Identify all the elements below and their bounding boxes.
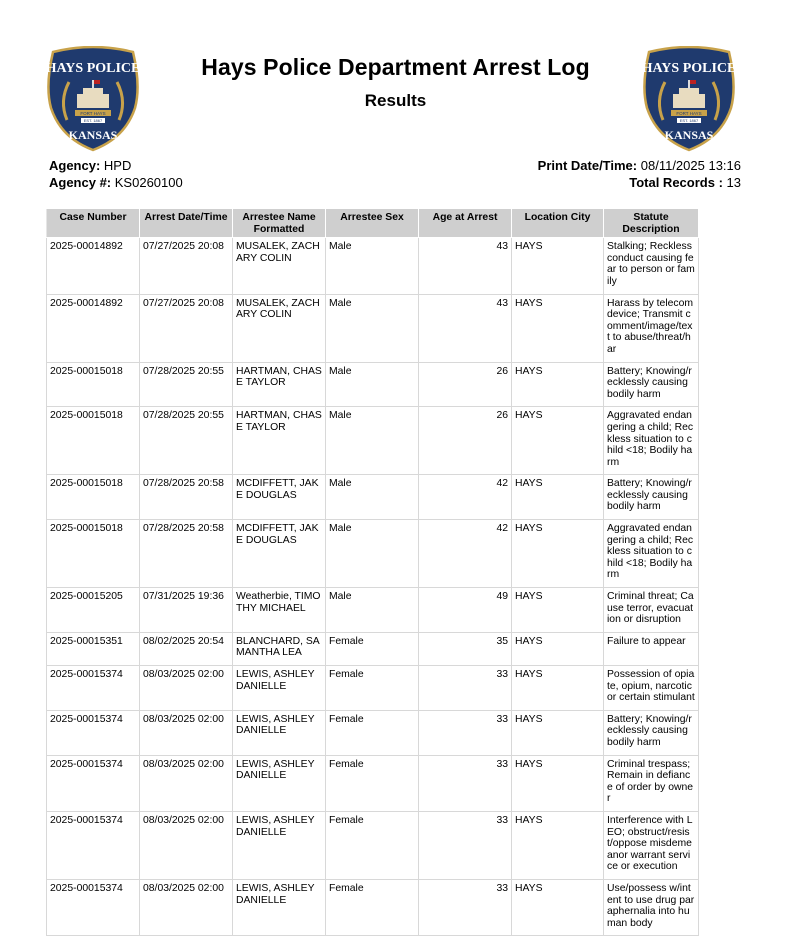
arrest-datetime-cell: 07/27/2025 20:08 — [140, 294, 233, 362]
print-datetime-value: 08/11/2025 13:16 — [640, 158, 741, 173]
case-number-cell: 2025-00015018 — [47, 362, 140, 407]
svg-text:FORT HAYS: FORT HAYS — [80, 111, 106, 116]
table-row — [47, 879, 699, 935]
arrest-log-table — [46, 208, 699, 936]
age-at-arrest-cell: 33 — [419, 879, 512, 935]
arrest-datetime-cell: 07/28/2025 20:55 — [140, 407, 233, 475]
arrestee-sex-cell: Female — [326, 755, 419, 811]
arrest-datetime-cell: 08/03/2025 02:00 — [140, 811, 233, 879]
arrestee-name-cell: LEWIS, ASHLEY DANIELLE — [233, 710, 326, 755]
table-row — [47, 666, 699, 711]
arrest-datetime-cell: 07/28/2025 20:58 — [140, 520, 233, 588]
arrestee-name-cell: LEWIS, ASHLEY DANIELLE — [233, 879, 326, 935]
agency-number-value: KS0260100 — [114, 175, 183, 190]
agency-value: HPD — [103, 158, 132, 173]
case-number-cell: 2025-00015374 — [47, 879, 140, 935]
case-number-cell: 2025-00015018 — [47, 407, 140, 475]
arrestee-name-cell: LEWIS, ASHLEY DANIELLE — [233, 666, 326, 711]
arrestee-sex-cell: Male — [326, 588, 419, 633]
location-city-cell: HAYS — [512, 294, 604, 362]
location-city-cell: HAYS — [512, 475, 604, 520]
age-at-arrest-cell: 33 — [419, 755, 512, 811]
arrestee-name-cell: MCDIFFETT, JAKE DOUGLAS — [233, 475, 326, 520]
location-city-cell: HAYS — [512, 362, 604, 407]
page-title: Hays Police Department Arrest Log — [201, 54, 590, 80]
arrestee-name-cell: LEWIS, ASHLEY DANIELLE — [233, 811, 326, 879]
arrestee-sex-cell: Female — [326, 811, 419, 879]
arrest-datetime-cell: 08/03/2025 02:00 — [140, 710, 233, 755]
print-datetime-label: Print Date/Time: — [537, 158, 638, 173]
statute-description-cell: Possession of opiate, opium, narcotic or certain stimulant — [604, 666, 699, 711]
case-number-cell: 2025-00015374 — [47, 710, 140, 755]
table-row — [47, 632, 699, 665]
total-records-label: Total Records : — [629, 175, 723, 190]
arrestee-name-cell: HARTMAN, CHASE TAYLOR — [233, 362, 326, 407]
location-city-cell: HAYS — [512, 407, 604, 475]
statute-description-cell: Use/possess w/intent to use drug paraphernalia into human body — [604, 879, 699, 935]
arrestee-name-cell: MUSALEK, ZACHARY COLIN — [233, 238, 326, 294]
age-at-arrest-cell: 26 — [419, 362, 512, 407]
statute-description-cell: Aggravated endangering a child; Reckless situation to child <18; Bodily harm — [604, 520, 699, 588]
arrestee-sex-cell: Male — [326, 475, 419, 520]
location-city-cell: HAYS — [512, 520, 604, 588]
age-at-arrest-cell: 43 — [419, 294, 512, 362]
table-row — [47, 811, 699, 879]
case-number-cell: 2025-00015018 — [47, 475, 140, 520]
statute-description-cell: Interference with LEO; obstruct/resist/oppose misdemeanor warrant service or execution — [604, 811, 699, 879]
table-row — [47, 755, 699, 811]
case-number-cell: 2025-00015374 — [47, 755, 140, 811]
statute-description-cell: Battery; Knowing/recklessly causing bodily harm — [604, 710, 699, 755]
agency-number-label: Agency #: — [49, 175, 112, 190]
svg-text:EST. 1867: EST. 1867 — [83, 118, 103, 123]
agency-info — [49, 157, 183, 191]
case-number-cell: 2025-00015374 — [47, 666, 140, 711]
case-number-cell: 2025-00015018 — [47, 520, 140, 588]
arrestee-sex-cell: Male — [326, 362, 419, 407]
svg-text:KANSAS: KANSAS — [664, 128, 714, 142]
case-number-cell: 2025-00014892 — [47, 238, 140, 294]
arrest-datetime-cell: 07/31/2025 19:36 — [140, 588, 233, 633]
table-row — [47, 294, 699, 362]
column-header-location-city: Location City — [512, 209, 604, 238]
location-city-cell: HAYS — [512, 710, 604, 755]
location-city-cell: HAYS — [512, 666, 604, 711]
arrest-datetime-cell: 08/03/2025 02:00 — [140, 666, 233, 711]
arrest-datetime-cell: 07/28/2025 20:58 — [140, 475, 233, 520]
arrest-datetime-cell: 08/03/2025 02:00 — [140, 755, 233, 811]
table-row — [47, 588, 699, 633]
location-city-cell: HAYS — [512, 238, 604, 294]
statute-description-cell: Stalking; Reckless conduct causing fear to person or family — [604, 238, 699, 294]
column-header-age-at-arrest: Age at Arrest — [419, 209, 512, 238]
arrestee-name-cell: MCDIFFETT, JAKE DOUGLAS — [233, 520, 326, 588]
case-number-cell: 2025-00015374 — [47, 811, 140, 879]
statute-description-cell: Battery; Knowing/recklessly causing bodily harm — [604, 362, 699, 407]
statute-description-cell: Aggravated endangering a child; Reckless situation to child <18; Bodily harm — [604, 407, 699, 475]
arrestee-sex-cell: Male — [326, 294, 419, 362]
table-row — [47, 520, 699, 588]
arrestee-name-cell: Weatherbie, TIMOTHY MICHAEL — [233, 588, 326, 633]
agency-label: Agency: — [49, 158, 101, 173]
arrestee-name-cell: HARTMAN, CHASE TAYLOR — [233, 407, 326, 475]
table-row — [47, 238, 699, 294]
arrest-datetime-cell: 07/28/2025 20:55 — [140, 362, 233, 407]
age-at-arrest-cell: 49 — [419, 588, 512, 633]
age-at-arrest-cell: 26 — [419, 407, 512, 475]
total-records-value: 13 — [726, 175, 741, 190]
case-number-cell: 2025-00015351 — [47, 632, 140, 665]
table-header-row — [47, 209, 699, 238]
column-header-arrestee-name: Arrestee Name Formatted — [233, 209, 326, 238]
svg-text:HAYS POLICE: HAYS POLICE — [641, 61, 737, 76]
age-at-arrest-cell: 42 — [419, 520, 512, 588]
arrestee-name-cell: BLANCHARD, SAMANTHA LEA — [233, 632, 326, 665]
age-at-arrest-cell: 33 — [419, 666, 512, 711]
svg-text:FORT HAYS: FORT HAYS — [676, 111, 702, 116]
case-number-cell: 2025-00015205 — [47, 588, 140, 633]
arrestee-sex-cell: Female — [326, 666, 419, 711]
column-header-case-number: Case Number — [47, 209, 140, 238]
statute-description-cell: Criminal trespass; Remain in defiance of order by owner — [604, 755, 699, 811]
location-city-cell: HAYS — [512, 632, 604, 665]
arrestee-name-cell: MUSALEK, ZACHARY COLIN — [233, 294, 326, 362]
table-row — [47, 407, 699, 475]
page-subtitle: Results — [364, 91, 427, 110]
table-row — [47, 710, 699, 755]
badge-top-text: HAYS POLICE — [45, 61, 141, 76]
table-row — [47, 475, 699, 520]
statute-description-cell: Harass by telecom device; Transmit comment/image/text to abuse/threat/har — [604, 294, 699, 362]
age-at-arrest-cell: 42 — [419, 475, 512, 520]
arrestee-sex-cell: Male — [326, 238, 419, 294]
age-at-arrest-cell: 43 — [419, 238, 512, 294]
statute-description-cell: Failure to appear — [604, 632, 699, 665]
arrestee-sex-cell: Male — [326, 407, 419, 475]
case-number-cell: 2025-00014892 — [47, 294, 140, 362]
location-city-cell: HAYS — [512, 879, 604, 935]
age-at-arrest-cell: 33 — [419, 710, 512, 755]
column-header-statute-description: Statute Description — [604, 209, 699, 238]
location-city-cell: HAYS — [512, 755, 604, 811]
arrest-datetime-cell: 08/02/2025 20:54 — [140, 632, 233, 665]
age-at-arrest-cell: 35 — [419, 632, 512, 665]
arrestee-name-cell: LEWIS, ASHLEY DANIELLE — [233, 755, 326, 811]
column-header-arrestee-sex: Arrestee Sex — [326, 209, 419, 238]
arrestee-sex-cell: Male — [326, 520, 419, 588]
arrest-datetime-cell: 08/03/2025 02:00 — [140, 879, 233, 935]
statute-description-cell: Criminal threat; Cause terror, evacuation or disruption — [604, 588, 699, 633]
arrest-datetime-cell: 07/27/2025 20:08 — [140, 238, 233, 294]
svg-text:EST. 1867: EST. 1867 — [679, 118, 699, 123]
table-row — [47, 362, 699, 407]
location-city-cell: HAYS — [512, 811, 604, 879]
age-at-arrest-cell: 33 — [419, 811, 512, 879]
arrestee-sex-cell: Female — [326, 710, 419, 755]
print-info — [538, 157, 741, 191]
column-header-arrest-datetime: Arrest Date/Time — [140, 209, 233, 238]
statute-description-cell: Battery; Knowing/recklessly causing bodily harm — [604, 475, 699, 520]
location-city-cell: HAYS — [512, 588, 604, 633]
arrestee-sex-cell: Female — [326, 879, 419, 935]
badge-bottom-text: KANSAS — [68, 128, 118, 142]
arrestee-sex-cell: Female — [326, 632, 419, 665]
